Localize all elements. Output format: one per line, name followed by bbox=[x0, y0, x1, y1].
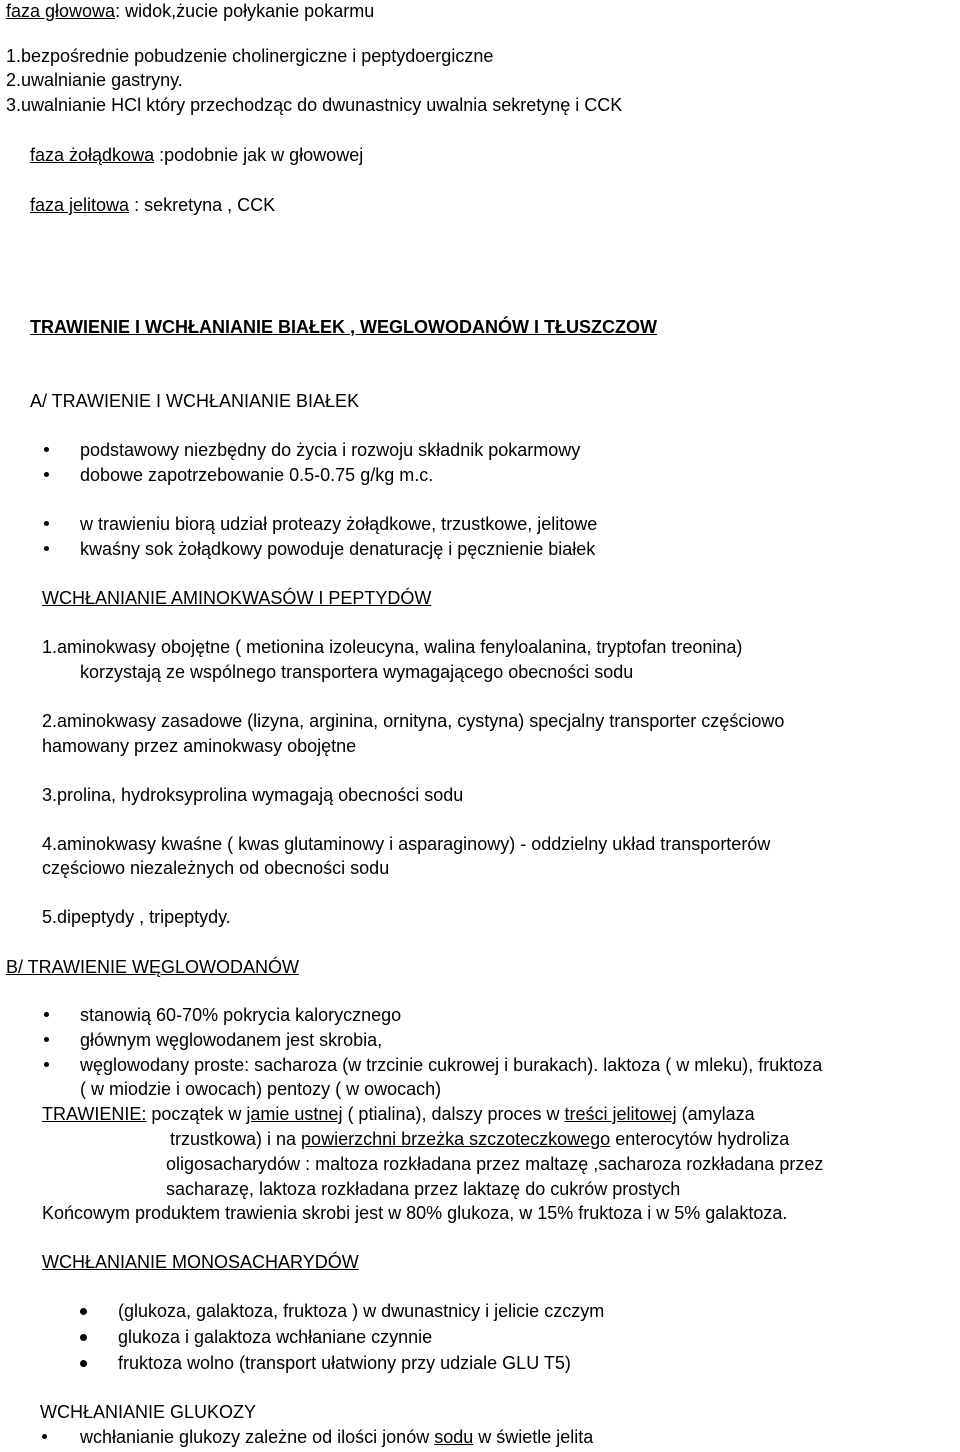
amino-item-5: 5.dipeptydy , tripeptydy. bbox=[42, 907, 231, 927]
digestion-text: (amylaza bbox=[676, 1104, 755, 1124]
head-phase-line bbox=[6, 0, 374, 22]
final-product-line: Końcowym produktem trawienia skrobi jest w 80% glukoza, w 15% fruktoza i w 5% galaktoza. bbox=[42, 1203, 788, 1223]
carb-bullet-2: głównym węglowodanem jest skrobia, bbox=[80, 1030, 383, 1050]
bullet-icon bbox=[44, 521, 49, 526]
bullet-icon bbox=[44, 546, 49, 551]
carb-bullet-3-continued: ( w miodzie i owocach) pentozy ( w owocach) bbox=[80, 1079, 442, 1099]
amino-item-4-line-2: częściowo niezależnych od obecności sodu bbox=[42, 858, 390, 878]
intestinal-phase-line bbox=[30, 194, 275, 216]
mono-absorption-title: WCHŁANIANIE MONOSACHARYDÓW bbox=[42, 1252, 359, 1272]
bullet-icon bbox=[44, 447, 49, 452]
digestion-line-3: oligosacharydów : maltoza rozkładana przez maltazę ,sacharoza rozkładana przez bbox=[166, 1154, 824, 1174]
section-a-bullet-1: podstawowy niezbędny do życia i rozwoju składnik pokarmowy bbox=[80, 440, 581, 460]
intestinal-content-term: treści jelitowej bbox=[564, 1104, 677, 1124]
mono-bullet-2: glukoza i galaktoza wchłaniane czynnie bbox=[118, 1327, 433, 1347]
intro-item-1: 1.bezpośrednie pobudzenie cholinergiczne i peptydoergiczne bbox=[6, 46, 494, 66]
amino-item-2-line-2: hamowany przez aminokwasy obojętne bbox=[42, 736, 357, 756]
glucose-text: wchłanianie glukozy zależne od ilości jonów bbox=[80, 1427, 435, 1447]
glucose-text: w świetle jelita bbox=[473, 1427, 594, 1447]
head-phase-text: : widok,żucie połykanie pokarmu bbox=[115, 1, 375, 21]
mono-bullet-1: (glukoza, galaktoza, fruktoza ) w dwunastnicy i jelicie czczym bbox=[118, 1301, 605, 1321]
amino-item-1-line-2: korzystają ze wspólnego transportera wymagającego obecności sodu bbox=[80, 662, 634, 682]
section-a-bullet-2: dobowe zapotrzebowanie 0.5-0.75 g/kg m.c. bbox=[80, 465, 434, 485]
bullet-icon bbox=[80, 1308, 87, 1315]
intestinal-phase-text: : sekretyna , CCK bbox=[129, 195, 276, 215]
digestion-text: trzustkowa) i na bbox=[170, 1129, 302, 1149]
brush-border-term: powierzchni brzeżka szczoteczkowego bbox=[301, 1129, 611, 1149]
digestion-line-4: sacharazę, laktoza rozkładana przez laktazę do cukrów prostych bbox=[166, 1179, 681, 1199]
gastric-phase-line bbox=[30, 144, 363, 166]
glucose-absorption-line bbox=[80, 1426, 593, 1448]
bullet-icon bbox=[42, 1434, 47, 1439]
gastric-phase-label: faza żołądkowa bbox=[30, 145, 155, 165]
gastric-phase-text: :podobnie jak w głowowej bbox=[154, 145, 364, 165]
section-a-bullet-4: kwaśny sok żołądkowy powoduje denaturację i pęcznienie białek bbox=[80, 539, 596, 559]
section-a-bullet-3: w trawieniu biorą udział proteazy żołądkowe, trzustkowe, jelitowe bbox=[80, 514, 598, 534]
intro-item-2: 2.uwalnianie gastryny. bbox=[6, 70, 183, 90]
bullet-icon bbox=[80, 1360, 87, 1367]
section-a-title: A/ TRAWIENIE I WCHŁANIANIE BIAŁEK bbox=[30, 391, 360, 411]
mono-bullet-3: fruktoza wolno (transport ułatwiony przy udziale GLU T5) bbox=[118, 1353, 571, 1373]
intestinal-phase-label: faza jelitowa bbox=[30, 195, 130, 215]
bullet-icon bbox=[44, 472, 49, 477]
amino-item-2-line-1: 2.aminokwasy zasadowe (lizyna, arginina, ornityna, cystyna) specjalny transporter częściowo bbox=[42, 711, 785, 731]
amino-item-1-line-1: 1.aminokwasy obojętne ( metionina izoleucyna, walina fenyloalanina, tryptofan treonina) bbox=[42, 637, 743, 657]
mouth-term: jamie ustnej bbox=[246, 1104, 343, 1124]
intro-item-3: 3.uwalnianie HCl który przechodząc do dwunastnicy uwalnia sekretynę i CCK bbox=[6, 95, 623, 115]
amino-item-3: 3.prolina, hydroksyprolina wymagają obecności sodu bbox=[42, 785, 464, 805]
bullet-icon bbox=[44, 1037, 49, 1042]
digestion-line-1 bbox=[42, 1103, 755, 1125]
carb-bullet-3: węglowodany proste: sacharoza (w trzcinie cukrowej i burakach). laktoza ( w mleku), fruktoza bbox=[80, 1055, 823, 1075]
digestion-text: początek w bbox=[146, 1104, 247, 1124]
digestion-text: enterocytów hydroliza bbox=[610, 1129, 790, 1149]
amino-item-4-line-1: 4.aminokwasy kwaśne ( kwas glutaminowy i asparaginowy) - oddzielny układ transporterów bbox=[42, 834, 771, 854]
bullet-icon bbox=[80, 1334, 87, 1341]
amino-absorption-title: WCHŁANIANIE AMINOKWASÓW I PEPTYDÓW bbox=[42, 588, 432, 608]
sodium-term: sodu bbox=[434, 1427, 474, 1447]
digestion-line-2 bbox=[170, 1128, 789, 1150]
main-title: TRAWIENIE I WCHŁANIANIE BIAŁEK , WEGLOWODANÓW I TŁUSZCZOW bbox=[30, 317, 657, 337]
digestion-text: ( ptialina), dalszy proces w bbox=[342, 1104, 565, 1124]
glucose-absorption-title: WCHŁANIANIE GLUKOZY bbox=[40, 1402, 257, 1422]
bullet-icon bbox=[44, 1062, 49, 1067]
carb-bullet-1: stanowią 60-70% pokrycia kalorycznego bbox=[80, 1005, 402, 1025]
section-b-title: B/ TRAWIENIE WĘGLOWODANÓW bbox=[6, 957, 300, 977]
bullet-icon bbox=[44, 1012, 49, 1017]
digestion-label: TRAWIENIE: bbox=[42, 1104, 147, 1124]
head-phase-label: faza głowowa bbox=[6, 1, 116, 21]
